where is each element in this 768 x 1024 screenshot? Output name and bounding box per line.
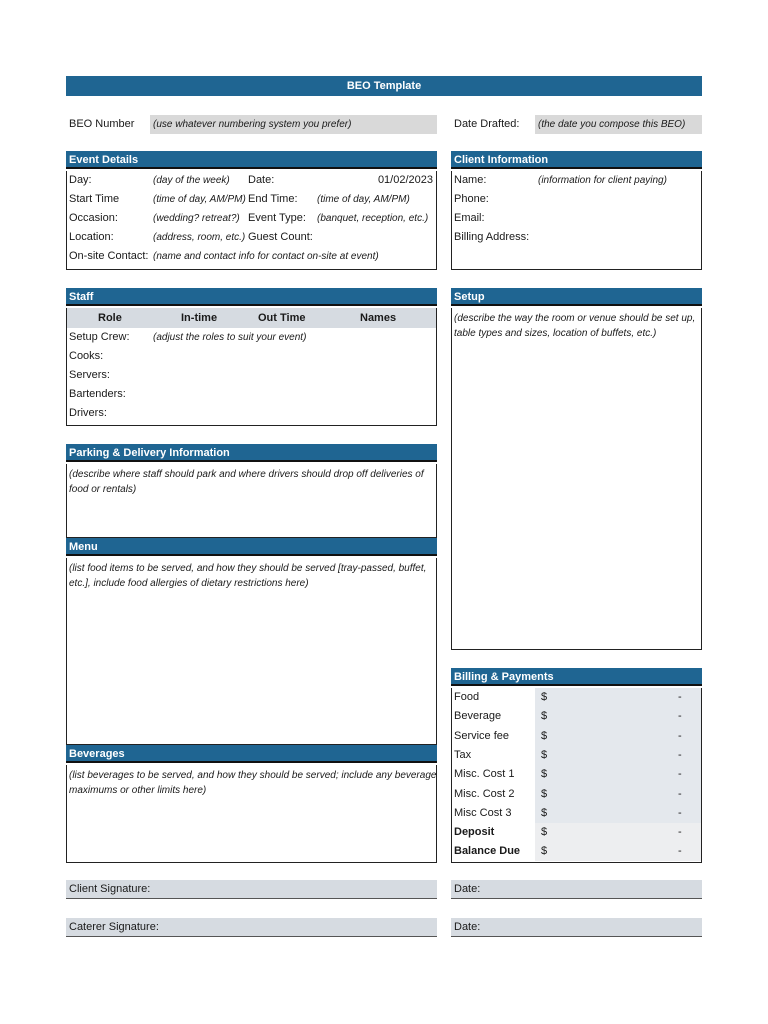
client-info-body bbox=[451, 171, 702, 270]
staff-row-drivers: Drivers: bbox=[69, 407, 107, 419]
menu-section bbox=[66, 538, 437, 745]
caterer-signature-date-field[interactable] bbox=[451, 918, 702, 937]
parking-text-line2: food or rentals) bbox=[69, 484, 137, 495]
beo-number-label: BEO Number bbox=[69, 118, 135, 130]
column-out-time: Out Time bbox=[258, 312, 306, 324]
billing-amount[interactable]: - bbox=[678, 748, 682, 761]
occasion-value[interactable]: (wedding? retreat?) bbox=[153, 213, 240, 224]
billing-row-label: Misc. Cost 1 bbox=[454, 768, 515, 781]
staff-row-cooks: Cooks: bbox=[69, 350, 104, 362]
billing-amount[interactable]: - bbox=[678, 729, 682, 742]
client-signature-label: Client Signature: bbox=[69, 883, 151, 895]
event-type-value[interactable]: (banquet, reception, etc.) bbox=[317, 213, 429, 224]
billing-row-balance-due-label: Balance Due bbox=[454, 845, 521, 858]
setup-body[interactable] bbox=[451, 308, 702, 650]
location-label: Location: bbox=[69, 231, 114, 243]
billing-total-band bbox=[535, 823, 701, 861]
billing-section bbox=[451, 668, 702, 863]
guest-count-label: Guest Count: bbox=[248, 231, 313, 243]
column-role: Role bbox=[98, 312, 122, 324]
staff-row-servers: Servers: bbox=[69, 369, 110, 381]
beo-number-field[interactable] bbox=[150, 115, 437, 134]
billing-row-label: Food bbox=[454, 691, 480, 703]
location-value[interactable]: (address, room, etc.) bbox=[153, 232, 246, 243]
client-email-label: Email: bbox=[454, 212, 485, 224]
event-details-body bbox=[66, 171, 437, 270]
client-info-header: Client Information bbox=[451, 151, 702, 169]
client-phone-label: Phone: bbox=[454, 193, 489, 205]
beverages-section bbox=[66, 745, 437, 863]
billing-row-label: Beverage bbox=[454, 710, 502, 723]
occasion-label: Occasion: bbox=[69, 212, 118, 224]
page-title: BEO Template bbox=[346, 80, 422, 92]
currency-symbol: $ bbox=[541, 806, 548, 819]
staff-section bbox=[66, 288, 437, 426]
billing-amount[interactable]: - bbox=[678, 710, 682, 723]
setup-text-line1: (describe the way the room or venue should be set up, bbox=[454, 313, 696, 324]
client-signature-date-field[interactable] bbox=[451, 880, 702, 899]
billing-row-label: Tax bbox=[454, 748, 472, 761]
day-value[interactable]: (day of the week) bbox=[153, 175, 230, 186]
client-name-value[interactable]: (information for client paying) bbox=[538, 175, 667, 186]
beverages-header: Beverages bbox=[66, 745, 437, 763]
parking-section bbox=[66, 444, 437, 538]
client-name-label: Name: bbox=[454, 174, 487, 186]
billing-amount[interactable]: - bbox=[678, 768, 682, 781]
start-time-value[interactable]: (time of day, AM/PM) bbox=[153, 194, 246, 205]
staff-header: Staff bbox=[66, 288, 437, 306]
start-time-label: Start Time bbox=[69, 193, 120, 205]
column-names: Names bbox=[360, 312, 397, 324]
menu-text-line2: etc.], include food allergies of dietary restrictions here) bbox=[69, 578, 309, 589]
beverages-body[interactable] bbox=[66, 765, 437, 863]
billing-row-label: Service fee bbox=[454, 729, 510, 742]
parking-header: Parking & Delivery Information bbox=[66, 444, 437, 462]
currency-symbol: $ bbox=[541, 691, 548, 703]
beo-number-value: (use whatever numbering system you prefer) bbox=[153, 119, 352, 130]
date-drafted-value: (the date you compose this BEO) bbox=[538, 119, 686, 130]
date-drafted-field[interactable] bbox=[535, 115, 702, 134]
menu-header: Menu bbox=[66, 538, 437, 556]
staff-row-setup-crew: Setup Crew: bbox=[69, 331, 130, 343]
currency-symbol: $ bbox=[541, 768, 548, 781]
billing-amount[interactable]: - bbox=[678, 806, 682, 819]
end-time-value[interactable]: (time of day, AM/PM) bbox=[317, 194, 410, 205]
client-billing-label: Billing Address: bbox=[454, 231, 530, 243]
currency-symbol: $ bbox=[541, 748, 548, 761]
setup-text-line2: table types and sizes, location of buffets, etc.) bbox=[454, 328, 657, 339]
onsite-contact-label: On-site Contact: bbox=[69, 250, 149, 262]
staff-note: (adjust the roles to suit your event) bbox=[153, 332, 307, 343]
parking-body[interactable] bbox=[66, 464, 437, 538]
day-label: Day: bbox=[69, 174, 92, 186]
event-details-section bbox=[66, 151, 437, 270]
currency-symbol: $ bbox=[541, 826, 548, 839]
client-signature-field[interactable] bbox=[66, 880, 437, 899]
currency-symbol: $ bbox=[541, 710, 548, 723]
staff-column-headers bbox=[67, 308, 436, 328]
setup-section bbox=[451, 288, 702, 650]
currency-symbol: $ bbox=[541, 787, 548, 800]
date-label: Date: bbox=[248, 174, 275, 186]
billing-amount[interactable]: - bbox=[678, 845, 682, 858]
caterer-signature-label: Caterer Signature: bbox=[69, 921, 159, 933]
client-signature-date-label: Date: bbox=[454, 883, 481, 895]
staff-row-bartenders: Bartenders: bbox=[69, 388, 126, 400]
caterer-signature-date-label: Date: bbox=[454, 921, 481, 933]
menu-body[interactable] bbox=[66, 558, 437, 745]
beverages-text-line2: maximums or other limits here) bbox=[69, 785, 207, 796]
date-drafted-label: Date Drafted: bbox=[454, 118, 520, 130]
setup-header: Setup bbox=[451, 288, 702, 306]
staff-body bbox=[66, 308, 437, 426]
onsite-contact-value[interactable]: (name and contact info for contact on-site at event) bbox=[153, 251, 379, 262]
currency-symbol: $ bbox=[541, 729, 548, 742]
column-in-time: In-time bbox=[181, 312, 218, 324]
beverages-text-line1: (list beverages to be served, and how they should be served; include any beverage bbox=[69, 770, 437, 781]
billing-row-label: Misc. Cost 2 bbox=[454, 787, 515, 800]
title-bar bbox=[66, 76, 702, 96]
parking-text-line1: (describe where staff should park and where drivers should drop off deliveries of bbox=[69, 469, 424, 480]
currency-symbol: $ bbox=[541, 845, 548, 858]
menu-text-line1: (list food items to be served, and how they should be served [tray-passed, buffet, bbox=[69, 563, 427, 574]
billing-row-deposit-label: Deposit bbox=[454, 826, 495, 839]
billing-row-label: Misc Cost 3 bbox=[454, 806, 512, 819]
caterer-signature-field[interactable] bbox=[66, 918, 437, 937]
client-info-section bbox=[451, 151, 702, 270]
billing-header: Billing & Payments bbox=[451, 668, 702, 686]
event-type-label: Event Type: bbox=[248, 212, 306, 224]
billing-amount[interactable]: - bbox=[678, 826, 682, 839]
date-value[interactable]: 01/02/2023 bbox=[377, 174, 433, 186]
billing-amount[interactable]: - bbox=[678, 691, 682, 703]
billing-amount[interactable]: - bbox=[678, 787, 682, 800]
end-time-label: End Time: bbox=[248, 193, 298, 205]
billing-body bbox=[451, 688, 702, 863]
event-details-header: Event Details bbox=[66, 151, 437, 169]
